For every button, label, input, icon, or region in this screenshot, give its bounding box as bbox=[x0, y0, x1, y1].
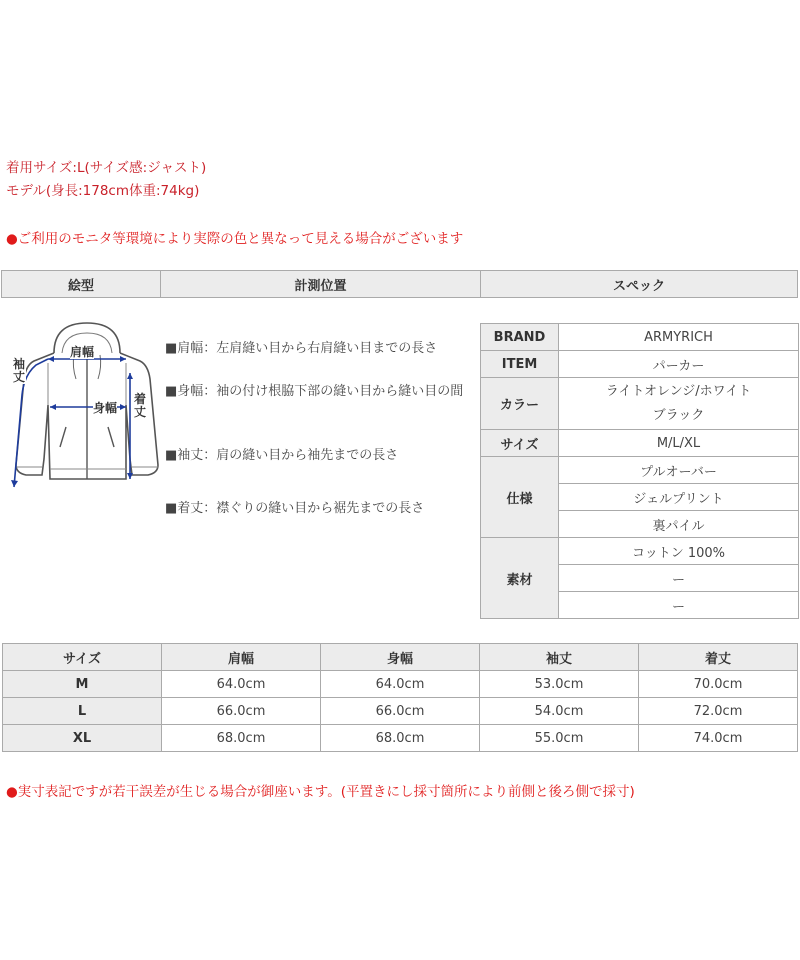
shoulder-label: 肩幅 bbox=[70, 345, 95, 359]
hoodie-illustration bbox=[2, 315, 162, 495]
spec-row-material bbox=[481, 538, 799, 565]
sleeve-label-char-1: 袖 bbox=[12, 357, 25, 371]
size-cell: 53.0cm bbox=[480, 671, 639, 698]
header-spec: スペック bbox=[480, 270, 798, 298]
spec-detail-value: ジェルプリント bbox=[559, 484, 799, 511]
spec-brand-value: ARMYRICH bbox=[559, 324, 799, 351]
spec-color-label: カラー bbox=[481, 378, 559, 430]
spec-color-value bbox=[559, 378, 799, 430]
sleeve-label-char-2: 丈 bbox=[12, 370, 25, 384]
size-cell: 54.0cm bbox=[480, 698, 639, 725]
size-table-row bbox=[3, 725, 798, 752]
model-size-worn: 着用サイズ:L(サイズ感:ジャスト) bbox=[6, 160, 207, 176]
size-table-row bbox=[3, 698, 798, 725]
spec-color-value-2: ブラック bbox=[652, 407, 705, 423]
size-cell: 64.0cm bbox=[321, 671, 480, 698]
spec-table bbox=[480, 323, 799, 619]
size-row-label: M bbox=[3, 671, 162, 698]
size-col-header: 着丈 bbox=[639, 644, 798, 671]
spec-row-color bbox=[481, 378, 799, 430]
spec-color-value-1: ライトオレンジ/ホワイト bbox=[605, 383, 752, 399]
size-table bbox=[2, 643, 798, 752]
size-cell: 72.0cm bbox=[639, 698, 798, 725]
spec-material-label: 素材 bbox=[481, 538, 559, 619]
size-col-header: 袖丈 bbox=[480, 644, 639, 671]
desc-length: ■着丈：襟ぐりの縫い目から裾先までの長さ bbox=[165, 501, 425, 516]
spec-detail-value: 裏パイル bbox=[559, 511, 799, 538]
size-cell: 64.0cm bbox=[162, 671, 321, 698]
model-stats: モデル(身長:178cm体重:74kg) bbox=[6, 183, 200, 199]
size-cell: 74.0cm bbox=[639, 725, 798, 752]
header-illustration: 絵型 bbox=[1, 270, 161, 298]
length-label-char-2: 丈 bbox=[133, 405, 146, 419]
measurement-notice: ●実寸表記ですが若干誤差が生じる場合が御座います。(平置きにし採寸箇所により前側と後ろ側で採寸) bbox=[6, 784, 635, 800]
size-row-label: L bbox=[3, 698, 162, 725]
length-label-char-1: 着 bbox=[133, 392, 146, 406]
size-table-header-row bbox=[3, 644, 798, 671]
spec-material-value: ー bbox=[559, 592, 799, 619]
spec-material-value: ー bbox=[559, 565, 799, 592]
size-row-label: XL bbox=[3, 725, 162, 752]
spec-size-label: サイズ bbox=[481, 430, 559, 457]
length-label bbox=[133, 393, 147, 419]
size-col-header: サイズ bbox=[3, 644, 162, 671]
spec-detail-label: 仕様 bbox=[481, 457, 559, 538]
desc-shoulder: ■肩幅：左肩縫い目から右肩縫い目までの長さ bbox=[165, 341, 438, 356]
size-table-row bbox=[3, 671, 798, 698]
spec-brand-label: BRAND bbox=[481, 324, 559, 351]
spec-row-brand bbox=[481, 324, 799, 351]
size-cell: 68.0cm bbox=[162, 725, 321, 752]
spec-row-item bbox=[481, 351, 799, 378]
desc-body-width: ■身幅：袖の付け根脇下部の縫い目から縫い目の間 bbox=[165, 384, 464, 399]
sleeve-label bbox=[12, 358, 26, 384]
size-cell: 66.0cm bbox=[321, 698, 480, 725]
size-col-header: 肩幅 bbox=[162, 644, 321, 671]
spec-material-value: コットン 100% bbox=[559, 538, 799, 565]
size-cell: 70.0cm bbox=[639, 671, 798, 698]
desc-sleeve: ■袖丈：肩の縫い目から袖先までの長さ bbox=[165, 448, 399, 463]
spec-item-value: パーカー bbox=[559, 351, 799, 378]
size-cell: 66.0cm bbox=[162, 698, 321, 725]
header-measure-position: 計測位置 bbox=[160, 270, 481, 298]
spec-detail-value: プルオーバー bbox=[559, 457, 799, 484]
spec-size-value: M/L/XL bbox=[559, 430, 799, 457]
spec-row-size bbox=[481, 430, 799, 457]
monitor-notice: ●ご利用のモニタ等環境により実際の色と異なって見える場合がございます bbox=[6, 231, 464, 247]
body-width-label: 身幅 bbox=[93, 401, 118, 415]
spec-row-detail bbox=[481, 457, 799, 484]
size-cell: 55.0cm bbox=[480, 725, 639, 752]
size-col-header: 身幅 bbox=[321, 644, 480, 671]
spec-item-label: ITEM bbox=[481, 351, 559, 378]
size-cell: 68.0cm bbox=[321, 725, 480, 752]
